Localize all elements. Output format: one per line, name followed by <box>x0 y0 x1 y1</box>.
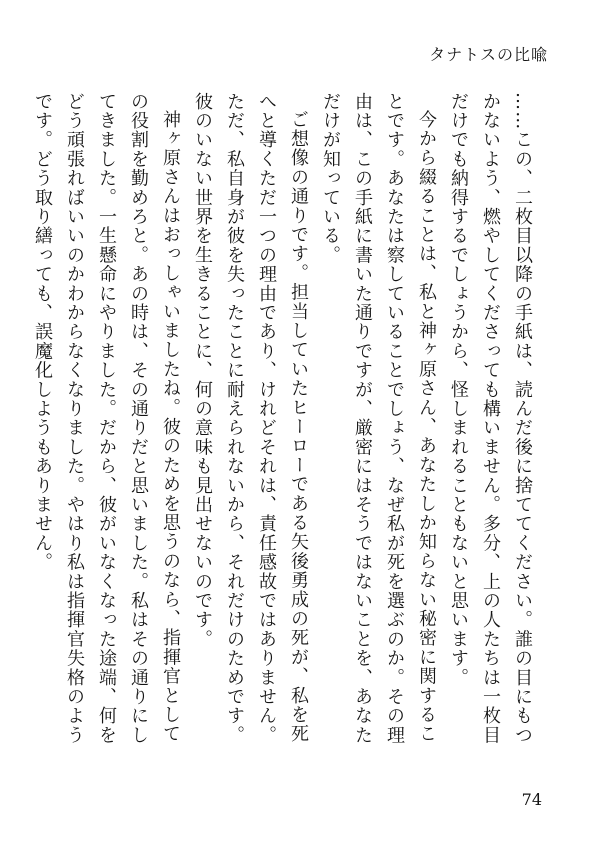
page-number: 74 <box>521 790 542 809</box>
vertical-body-text <box>32 92 538 752</box>
paragraph-2: 今から綴ることは、私と神ヶ原さん、あなたしか知らない秘密に関することです。あなたは察していることでしょう、なぜ私が死を選ぶのか。その理由は、この手紙に書いた通りですが、厳密にはそうではないことを、あなただけが知っている。 <box>320 92 437 745</box>
running-header-title: タナトスの比喩 <box>429 45 548 64</box>
paragraph-3: ご想像の通りです。担当していたヒーローである矢後勇成の死が、私を死へと導くただ一つの理由であり、けれどそれは、責任感故ではありません。ただ、私自身が彼を失ったことに耐えられないから、それだけのためです。彼のいない世界を生きることに、何の意味も見出せないのです。 <box>192 92 309 745</box>
paragraph-4: 神ヶ原さんはおっしゃいましたね。彼のためを思うのなら、指揮官としての役割を勤めろと。あの時は、その通りだと思いました。私はその通りにしてきました。一生懸命にやりました。だから、彼がいなくなった途端、何をどう頑張ればいいのかわからなくなりました。やはり私は指揮官失格のようです。どう取り繕っても、誤魔化しようもありません。 <box>32 92 181 745</box>
paragraph-1: ……この、二枚目以降の手紙は、読んだ後に捨ててください。誰の目にもつかないよう、燃やしてくださっても構いません。多分、上の人たちは一枚目だけでも納得するでしょうから、怪しまれることもないと思います。 <box>448 92 533 745</box>
